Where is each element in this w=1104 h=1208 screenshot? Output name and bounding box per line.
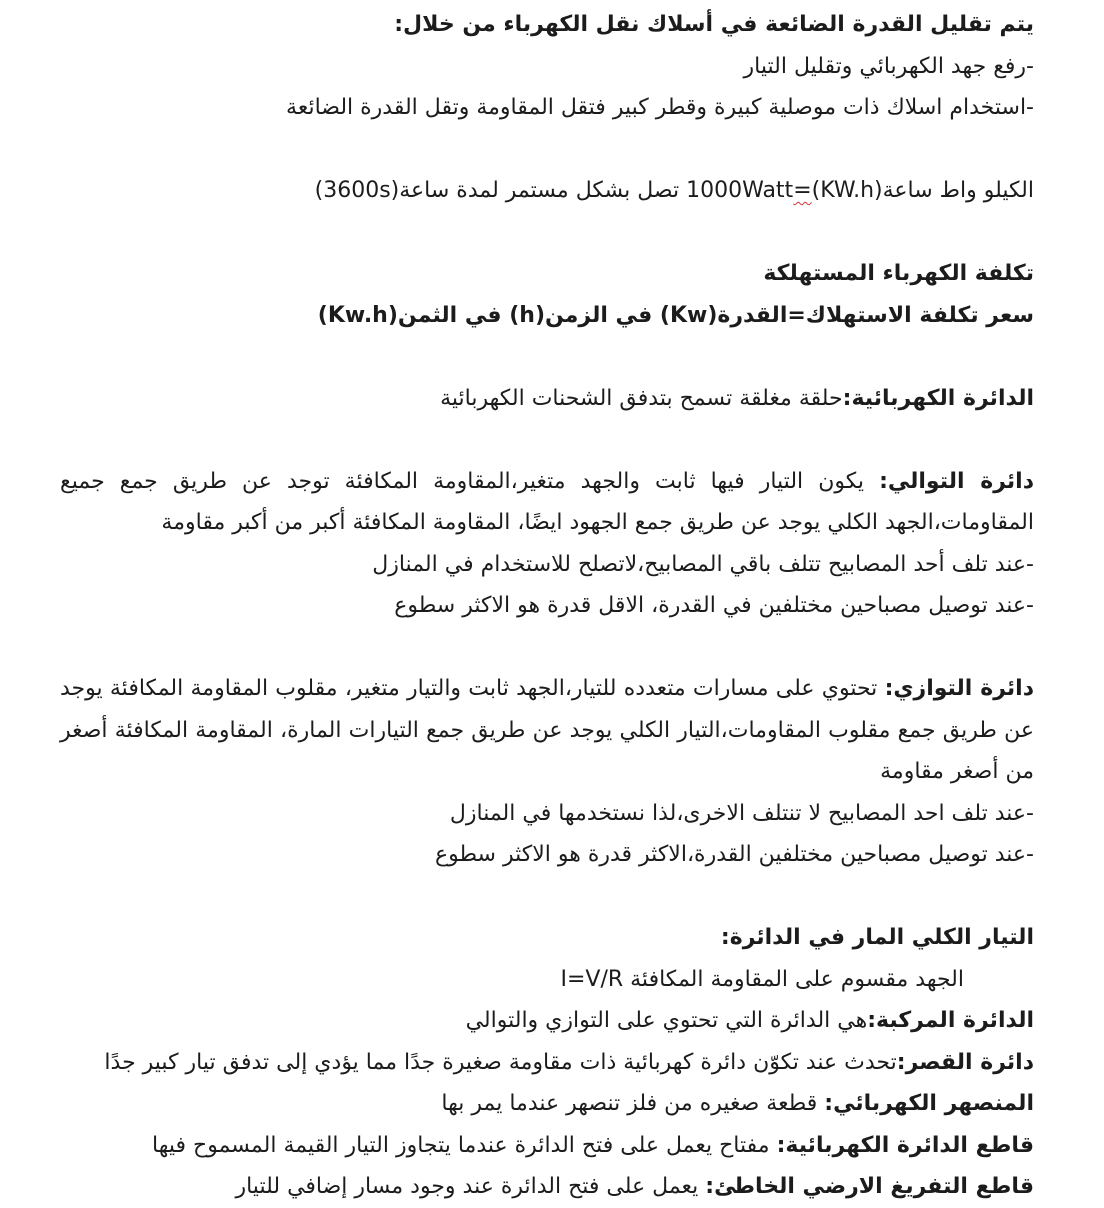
- power-loss-item-2: -استخدام اسلاك ذات موصلية كبيرة وقطر كبير فتقل المقاومة وتقل القدرة الضائعة: [286, 95, 1034, 120]
- definition-compound-circuit: [60, 1000, 1034, 1042]
- series-text: يكون التيار فيها ثابت والجهد متغير،المقاومة المكافئة توجد عن طريق جمع جميع المقاومات،الجهد الكلي يوجد عن طريق جمع الجهود ايضًا، المقاومة المكافئة أكبر من أكبر مقاومة: [60, 468, 1034, 535]
- total-current-line: [60, 959, 1034, 1001]
- definition-term: قاطع الدائرة الكهربائية:: [776, 1132, 1034, 1158]
- total-current-text: الجهد مقسوم على المقاومة المكافئة: [630, 966, 964, 992]
- definition-text: تحدث عند تكوّن دائرة كهربائية ذات مقاومة صغيرة جدًا مما يؤدي إلى تدفق تيار كبير جدًا: [104, 1049, 897, 1075]
- kwh-definition: [60, 170, 1034, 212]
- parallel-term: دائرة التوازي:: [884, 676, 1034, 701]
- parallel-text: تحتوي على مسارات متعدده للتيار،الجهد ثابت والتيار متغير، مقلوب المقاومة المكافئة يوجد عن طريق جمع مقلوب المقاومات،التيار الكلي يوجد عن طريق جمع التيارات المارة، المقاومة المكافئة أصغر من أصغر مقاومة: [60, 676, 1034, 784]
- spacer: [60, 627, 1034, 669]
- total-current-heading: التيار الكلي المار في الدائرة:: [720, 925, 1034, 950]
- kwh-text-after: 1000Watt تصل بشكل مستمر لمدة ساعة(3600s): [314, 178, 794, 203]
- kwh-equals-spellcheck: =: [793, 178, 812, 203]
- definition-fuse: [60, 1083, 1034, 1125]
- definition-short-circuit: [60, 1042, 1034, 1084]
- total-current-formula: I=V/R: [560, 966, 624, 992]
- document-page: [60, 4, 1034, 1200]
- circuit-term: الدائرة الكهربائية:: [842, 385, 1034, 411]
- series-definition: [60, 461, 1034, 544]
- spacer: [60, 876, 1034, 918]
- definition-term: دائرة القصر:: [896, 1049, 1034, 1075]
- kwh-text-before: الكيلو واط ساعة(KW.h): [811, 178, 1034, 203]
- definition-text: مفتاح يعمل على فتح الدائرة عندما يتجاوز التيار القيمة المسموح فيها: [152, 1132, 777, 1158]
- definition-text: هي الدائرة التي تحتوي على التوازي والتوالي: [465, 1008, 868, 1033]
- definition-text: يعمل على فتح الدائرة عند وجود مسار إضافي للتيار: [235, 1174, 706, 1199]
- spacer: [60, 212, 1034, 254]
- power-loss-heading: يتم تقليل القدرة الضائعة في أسلاك نقل الكهرباء من خلال:: [394, 12, 1034, 37]
- definition-term: قاطع التفريغ الارضي الخاطئ:: [705, 1174, 1034, 1199]
- definition-term: الدائرة المركبة:: [867, 1008, 1034, 1033]
- series-term: دائرة التوالي:: [879, 468, 1035, 494]
- parallel-item-1: -عند تلف احد المصابيح لا تنتلف الاخرى،لذا نستخدمها في المنازل: [449, 800, 1034, 826]
- definition-circuit-breaker: [60, 1125, 1034, 1167]
- parallel-item-2: -عند توصيل مصباحين مختلفين القدرة،الاكثر قدرة هو الاكثر سطوع: [435, 842, 1034, 867]
- spacer: [60, 129, 1034, 171]
- power-loss-item-1: -رفع جهد الكهربائي وتقليل التيار: [743, 53, 1034, 79]
- series-item-1: -عند تلف أحد المصابيح تتلف باقي المصابيح،لاتصلح للاستخدام في المنازل: [372, 551, 1034, 577]
- definition-term: المنصهر الكهربائي:: [824, 1091, 1034, 1116]
- parallel-definition: [60, 668, 1034, 793]
- spacer: [60, 419, 1034, 461]
- definition-ground-fault-interrupter: [60, 1166, 1034, 1208]
- definition-text: قطعة صغيره من فلز تنصهر عندما يمر بها: [441, 1091, 825, 1116]
- circuit-definition: [60, 378, 1034, 420]
- cost-formula: سعر تكلفة الاستهلاك=القدرة(Kw) في الزمن(h) في الثمن(Kw.h): [317, 302, 1034, 328]
- cost-heading: تكلفة الكهرباء المستهلكة: [763, 261, 1034, 286]
- circuit-text: حلقة مغلقة تسمح بتدفق الشحنات الكهربائية: [440, 385, 843, 411]
- spacer: [60, 336, 1034, 378]
- series-item-2: -عند توصيل مصباحين مختلفين في القدرة، الاقل قدرة هو الاكثر سطوع: [394, 593, 1034, 618]
